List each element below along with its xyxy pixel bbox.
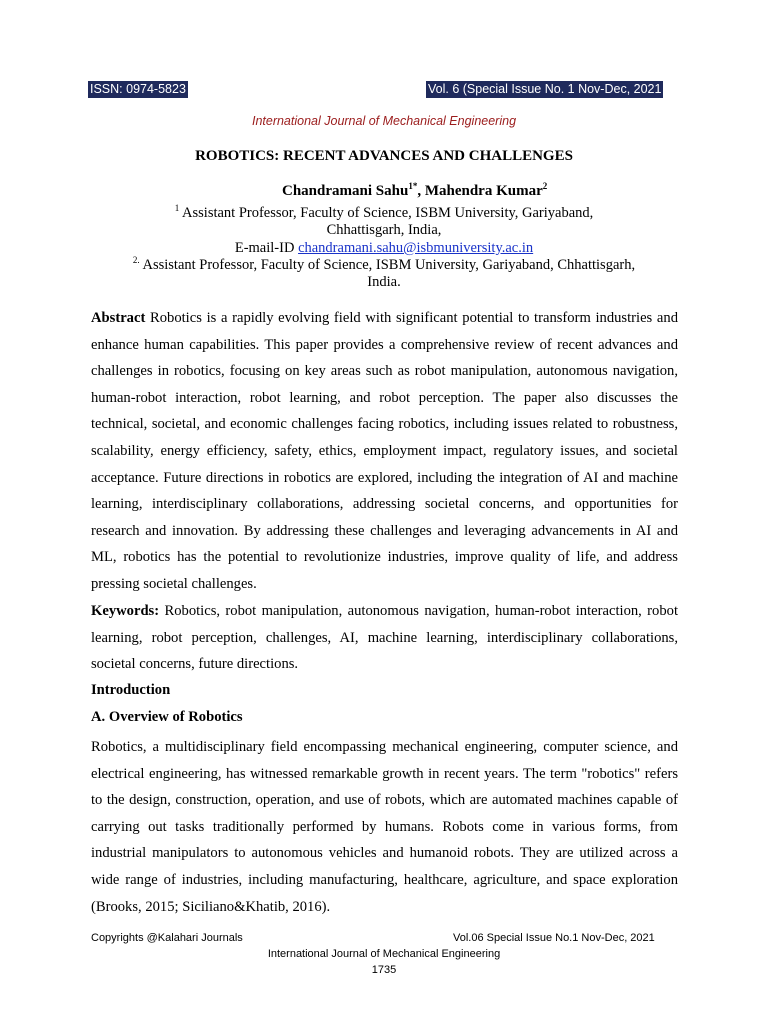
affiliation-2-line1: Assistant Professor, Faculty of Science, ISBM University, Gariyaband, Chhattisgarh, (139, 256, 636, 273)
section-a-text: Robotics, a multidisciplinary field encompassing mechanical engineering, computer science, and electrical engineering, has witnessed remarkable growth in recent years. The term "robotics" refers to the design, construction, operation, and use of robots, which are automated machines capable of carrying out tasks traditionally performed by humans. Robots come in various forms, from industrial manipulators to autonomous vehicles and humanoid robots. They are utilized across a wide range of industries, including manufacturing, healthcare, agriculture, and space exploration (Brooks, 2015; Siciliano&Khatib, 2016). (91, 739, 678, 915)
volume-label: Vol. 6 (Special Issue No. 1 Nov-Dec, 2021 (428, 82, 662, 96)
paper-title: ROBOTICS: RECENT ADVANCES AND CHALLENGES (195, 148, 573, 164)
affiliation-1-line2: Chhattisgarh, India, (326, 222, 442, 239)
keywords-label: Keywords: (91, 603, 160, 619)
abstract-section (91, 305, 678, 598)
abstract-text: Robotics is a rapidly evolving field with significant potential to transform industries and enhance human capabilities. This paper provides a comprehensive review of recent advances and challenges in robotics, focusing on key areas such as robot manipulation, autonomous navigation, human-robot interaction, robot learning, and robot perception. The paper also discusses the technical, societal, and economic challenges facing robotics, including issues related to robustness, scalability, energy efficiency, safety, ethics, employment impact, regulatory issues, and societal acceptance. Future directions in robotics are explored, including the integration of AI and machine learning, interdisciplinary collaborations, addressing societal concerns, and opportunities for research and innovation. By addressing these challenges and leveraging advancements in AI and ML, robotics has the potential to revolutionize industries, improve quality of life, and address pressing societal challenges. (91, 310, 678, 592)
author-1: Chandramani Sahu (282, 183, 409, 199)
author-2: Mahendra Kumar (424, 183, 543, 199)
section-a-heading: A. Overview of Robotics (91, 709, 243, 725)
issn-label: ISSN: 0974-5823 (90, 82, 186, 96)
journal-name: International Journal of Mechanical Engineering (251, 114, 517, 128)
author-separator: , (417, 183, 425, 199)
section-a-paragraph (91, 734, 678, 920)
email-link[interactable]: chandramani.sahu@isbmuniversity.ac.in (298, 239, 534, 256)
email-label: E-mail-ID (234, 239, 299, 256)
author-1-affiliation-mark: 1* (408, 181, 418, 191)
author-line (282, 181, 547, 200)
affiliation-1 (0, 200, 768, 257)
affiliation-2 (0, 252, 768, 292)
affiliation-1-marker: 1 (174, 203, 180, 213)
footer-volume: Vol.06 Special Issue No.1 Nov-Dec, 2021 (453, 932, 655, 944)
keywords-text: Robotics, robot manipulation, autonomous navigation, human-robot interaction, robot learning, robot perception, challenges, AI, machine learning, interdisciplinary collaborations, societal concerns, future directions. (91, 603, 678, 673)
introduction-heading: Introduction (91, 682, 171, 698)
affiliation-1-line1: Assistant Professor, Faculty of Science, ISBM University, Gariyaband, (179, 204, 594, 221)
author-2-affiliation-mark: 2 (542, 181, 548, 191)
footer-journal: International Journal of Mechanical Engineering (267, 948, 501, 960)
page-number: 1735 (371, 964, 397, 976)
keywords-section (91, 598, 678, 678)
affiliation-2-line2: India. (367, 274, 401, 291)
footer-copyright: Copyrights @Kalahari Journals (91, 932, 243, 944)
abstract-label: Abstract (91, 310, 146, 326)
affiliation-2-marker: 2. (132, 255, 140, 265)
